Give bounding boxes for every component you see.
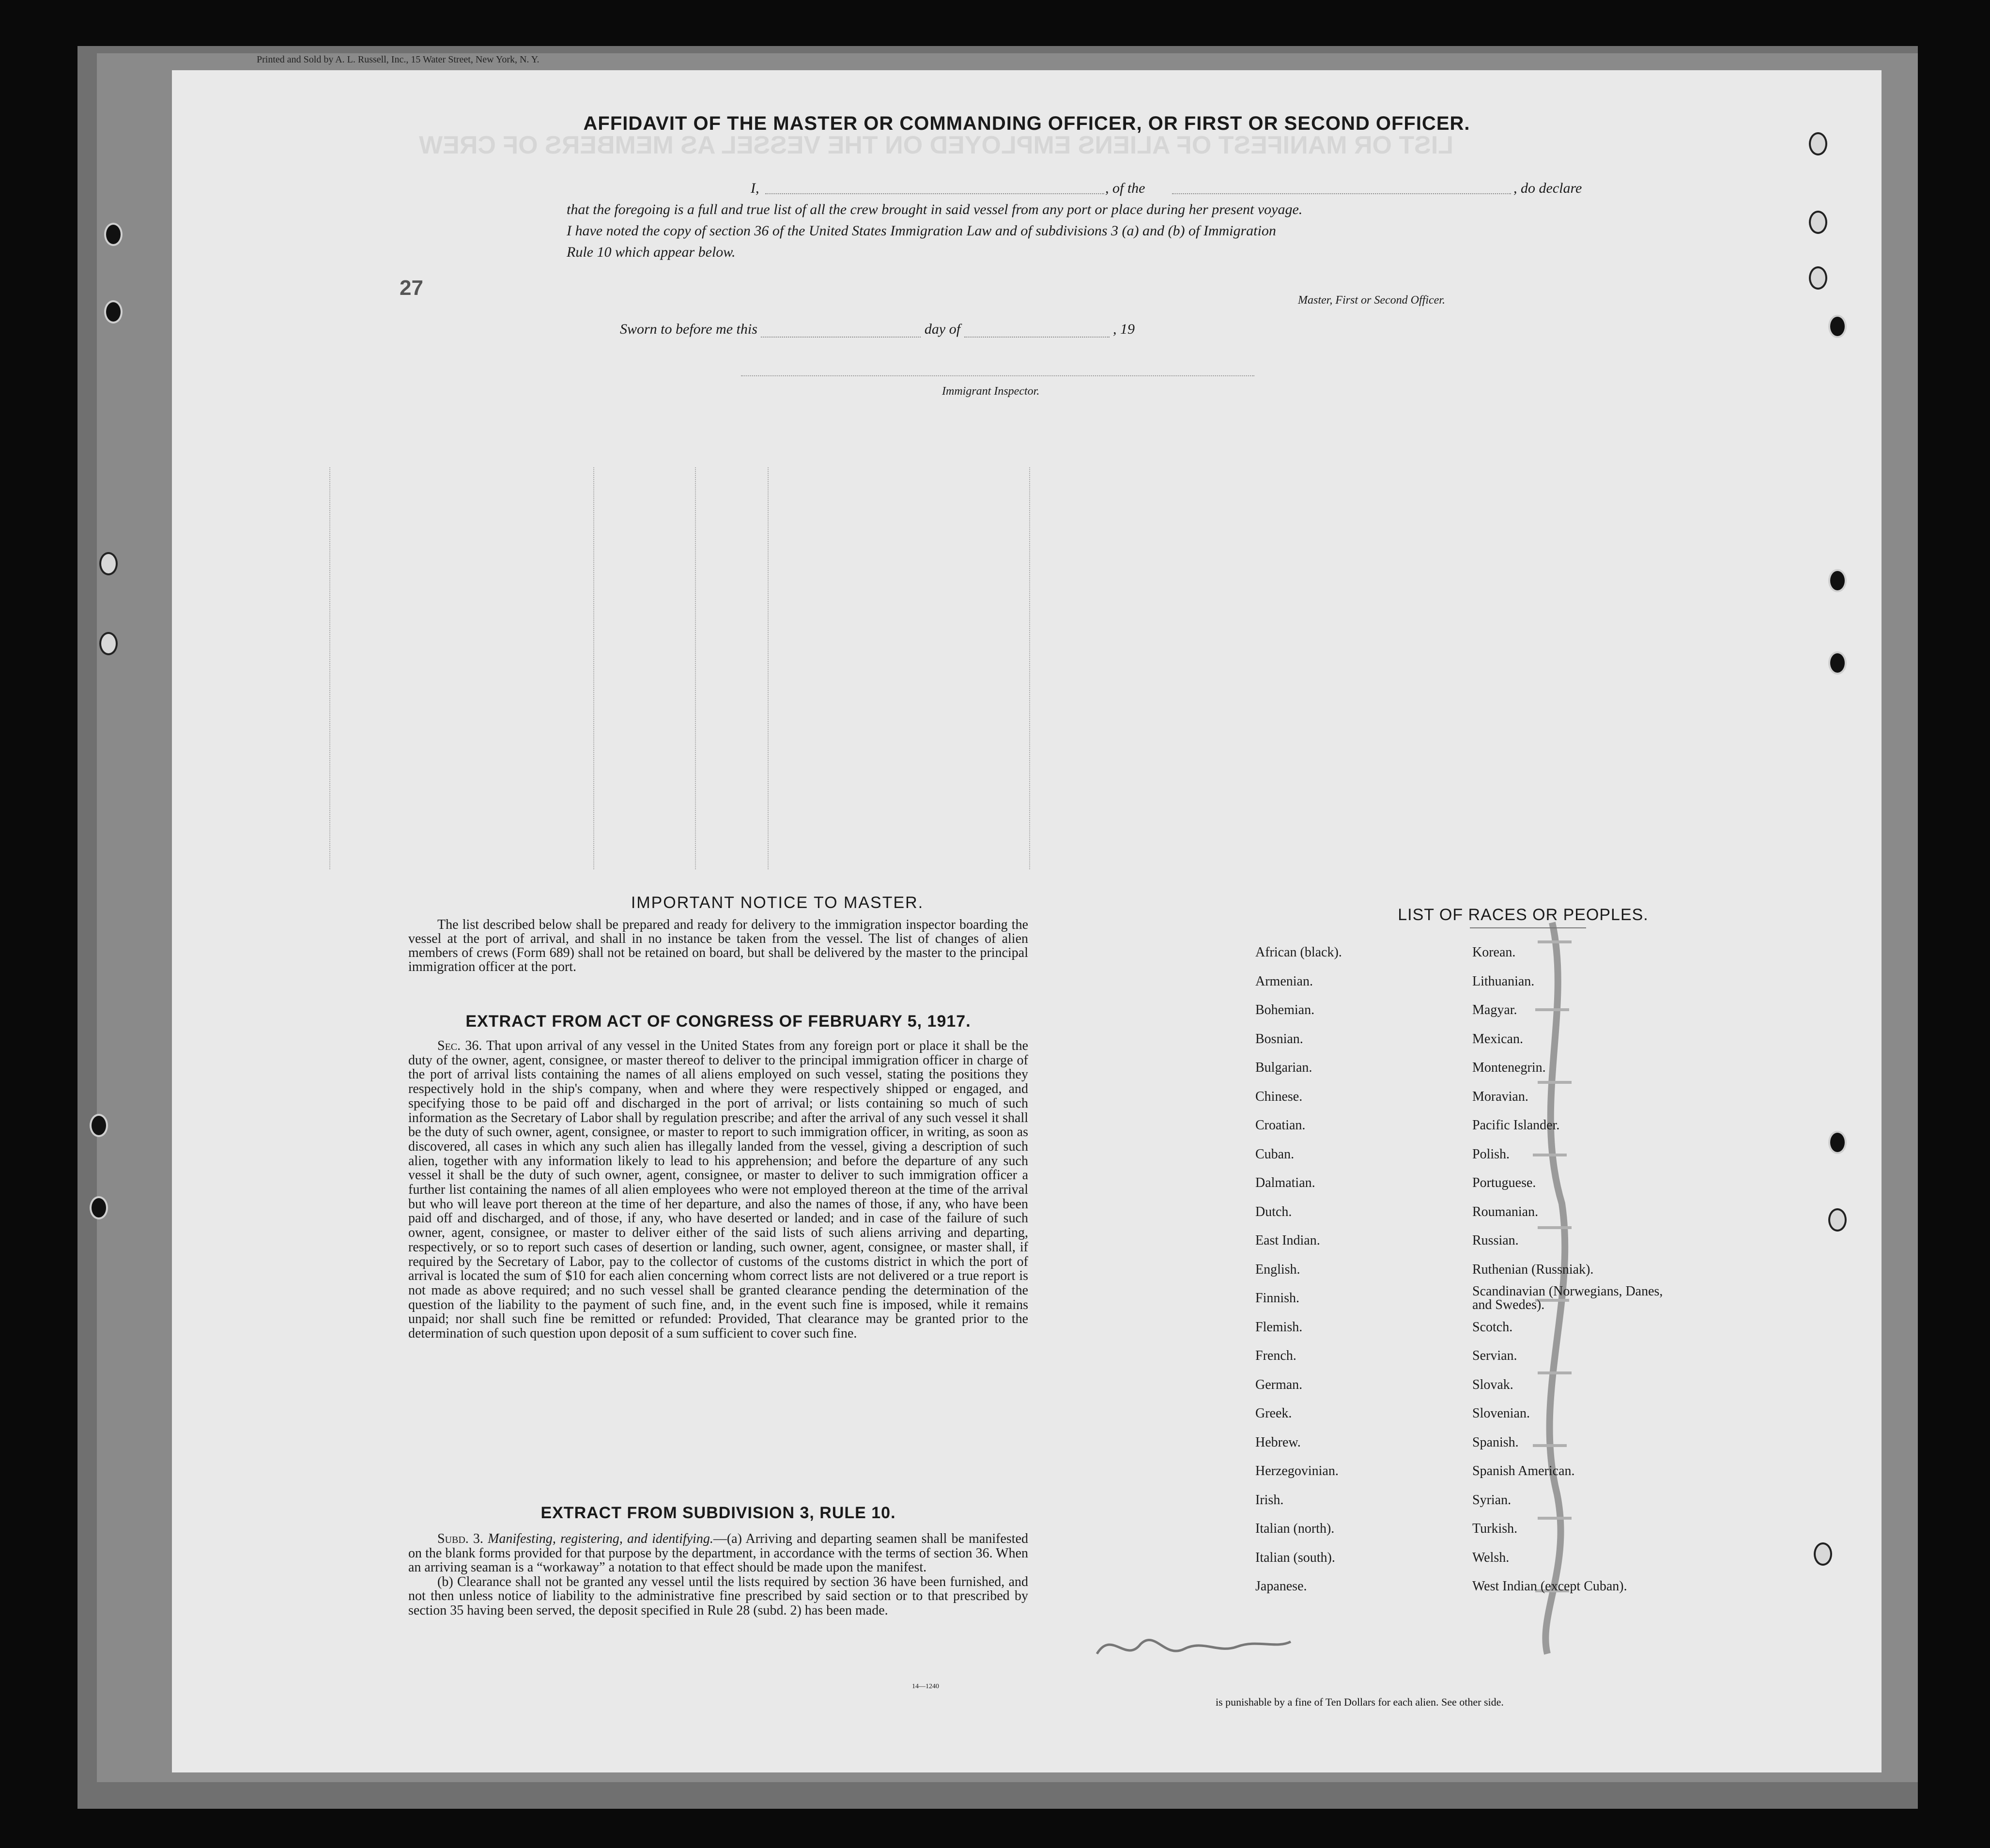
bottom-penalty-note: is punishable by a fine of Ten Dollars for each alien. See other side. — [1216, 1696, 1504, 1708]
binding-hole — [99, 552, 118, 575]
column-rule — [593, 467, 594, 869]
rule-extract-title: EXTRACT FROM SUBDIVISION 3, RULE 10. — [540, 1504, 896, 1522]
sworn-month-blank — [964, 327, 1110, 338]
subdivision-label: Subd. 3. — [437, 1531, 483, 1546]
declaration-line-2: that the foregoing is a full and true list of all the crew brought in said vessel from any port or place during her present voyage. — [567, 201, 1303, 217]
declaration-line-1 — [567, 178, 1671, 199]
inspector-label: Immigrant Inspector. — [942, 385, 1040, 398]
declaration-i: I, — [751, 180, 759, 196]
section-36-text — [408, 1039, 1028, 1341]
subdivision-3-text — [408, 1532, 1028, 1617]
race-item: Bulgarian. — [1255, 1060, 1312, 1075]
race-item: Cuban. — [1255, 1146, 1295, 1162]
binding-hole — [1809, 266, 1827, 290]
race-item: Dalmatian. — [1255, 1175, 1315, 1190]
race-item: Polish. — [1472, 1146, 1510, 1162]
race-item: Welsh. — [1472, 1550, 1510, 1565]
race-item: Russian. — [1472, 1233, 1519, 1248]
race-item: Moravian. — [1472, 1089, 1528, 1104]
inspector-signature-line — [741, 375, 1254, 376]
race-item: Lithuanian. — [1472, 973, 1535, 989]
race-item: French. — [1255, 1348, 1296, 1363]
binding-hole — [1828, 315, 1847, 338]
declaration-block — [567, 178, 1671, 263]
race-item: English. — [1255, 1262, 1300, 1277]
races-title: LIST OF RACES OR PEOPLES. — [1398, 906, 1649, 924]
race-item: Servian. — [1472, 1348, 1517, 1363]
subdivision-heading: Manifesting, registering, and identifying. — [488, 1531, 713, 1546]
sworn-text: Sworn to before me this — [620, 321, 757, 337]
race-item: Turkish. — [1472, 1521, 1518, 1536]
race-item: Chinese. — [1255, 1089, 1303, 1104]
race-item: Spanish American. — [1472, 1463, 1575, 1478]
race-item: East Indian. — [1255, 1233, 1320, 1248]
subdivision-paragraph-a — [408, 1532, 1028, 1575]
declaration-of: , of the — [1105, 180, 1145, 196]
binding-hole — [1828, 569, 1847, 592]
race-item: Bohemian. — [1255, 1002, 1315, 1017]
race-item: Portuguese. — [1472, 1175, 1536, 1190]
binding-hole — [99, 632, 118, 655]
section-label: Sec. 36. — [437, 1038, 482, 1053]
binding-hole — [1814, 1542, 1832, 1566]
race-item: Irish. — [1255, 1492, 1284, 1508]
binding-hole — [1828, 651, 1847, 675]
binding-hole — [1828, 1208, 1847, 1232]
column-rule — [768, 467, 769, 869]
race-item: Hebrew. — [1255, 1434, 1301, 1450]
race-item: Greek. — [1255, 1406, 1292, 1421]
race-item: Scandinavian (Norwegians, Danes, and Swedes). — [1472, 1284, 1663, 1312]
vessel-blank — [1172, 178, 1511, 194]
races-left-column — [1255, 938, 1342, 1601]
declaration-line-3: I have noted the copy of section 36 of the United States Immigration Law and of subdivisions 3 (a) and (b) of Immigration — [567, 223, 1276, 239]
binding-hole — [1828, 1131, 1847, 1154]
section-body: That upon arrival of any vessel in the United States from any foreign port or place it shall be the duty of the owner, agent, consignee, or master thereof to deliver to the principal immigration officer in charge of the port of arrival lists containing the names of all aliens employed on such vessel, stating the positions they respectively hold in the ship's company, when and where they were respectively shipped or engaged, and specifying those to be paid off and discharged in the port of arrival; or lists containing so much of such information as the Secretary of Labor shall by regulation prescribe; and after the arrival of any such vessel it shall be the duty of such owner, agent, consignee, or master to report to such immigration officer, in writing, as soon as discovered, all cases in which any such alien has illegally landed from the vessel, giving a description of such alien, together with any information likely to lead to his apprehension; and before the departure of any such vessel it shall be the duty of such owner, agent, consignee, or master to deliver to such immigration officer a further list containing the names of all alien employees who were not employed thereon at the time of the arrival but who will leave port thereon at the time of her departure, and also the names of those, if any, who have been paid off and discharged, and of those, if any, who have deserted or landed; and in case of the failure of such owner, agent, consignee, or master to deliver either of the said lists of such aliens arriving and departing, respectively, or so to report such cases of desertion or landing, such owner, agent, consignee, or master shall, if required by the Secretary of Labor, pay to the collector of customs of the customs district in which the port of arrival is located the sum of $10 for each alien concerning whom correct lists are not delivered or a true report is not made as above required; and no such vessel shall be granted clearance pending the determination of the question of the liability to the payment of such fine, and, in the event such fine is imposed, while it remains unpaid; nor shall such fine be remitted or refunded: Provided, That clearance may be granted prior to the determination of such question upon deposit of a sum sufficient to cover such fine. — [408, 1038, 1028, 1341]
page-number: 27 — [400, 276, 423, 300]
act-extract-title: EXTRACT FROM ACT OF CONGRESS OF FEBRUARY 5, 1917. — [465, 1012, 971, 1031]
binding-hole — [104, 300, 123, 323]
race-item: African (black). — [1255, 945, 1342, 960]
printer-imprint: Printed and Sold by A. L. Russell, Inc., 15 Water Street, New York, N. Y. — [257, 54, 540, 65]
race-item: Montenegrin. — [1472, 1060, 1546, 1075]
races-right-column — [1472, 938, 1676, 1601]
subdivision-paragraph-b: (b) Clearance shall not be granted any vessel until the lists required by section 36 have been furnished, and not then unless notice of liability to the administrative fine prescribed by said section or to that prescribed by section 35 having been served, the deposit specified in Rule 28 (subd. 2) has been made. — [408, 1574, 1028, 1618]
sworn-line — [620, 321, 1135, 338]
binding-hole — [1809, 211, 1827, 234]
race-item: Italian (north). — [1255, 1521, 1335, 1536]
race-item: Magyar. — [1472, 1002, 1517, 1017]
sworn-day-of: day of — [924, 321, 961, 337]
declaration-end: , do declare — [1513, 180, 1582, 196]
races-title-rule — [1470, 927, 1586, 928]
race-item: Slovenian. — [1472, 1406, 1530, 1421]
race-item: Japanese. — [1255, 1579, 1307, 1594]
binding-hole — [1809, 132, 1827, 155]
sworn-day-blank — [761, 327, 921, 338]
binding-hole — [90, 1114, 108, 1137]
form-number: 14—1240 — [912, 1683, 939, 1690]
column-rule — [695, 467, 696, 869]
race-item: Pacific Islander. — [1472, 1118, 1560, 1133]
sworn-year: , 19 — [1113, 321, 1135, 337]
race-item: Ruthenian (Russniak). — [1472, 1262, 1594, 1277]
race-item: Spanish. — [1472, 1434, 1519, 1450]
race-item: German. — [1255, 1377, 1303, 1392]
bleed-through-heading: LIST OR MANIFEST OF ALIENS EMPLOYED ON THE VESSEL AS MEMBERS OF CREW — [419, 131, 1453, 159]
master-signature-label: Master, First or Second Officer. — [1298, 294, 1445, 307]
race-item: Syrian. — [1472, 1492, 1512, 1508]
column-rule — [329, 467, 330, 869]
race-item: Flemish. — [1255, 1319, 1303, 1335]
affidavit-title: AFFIDAVIT OF THE MASTER OR COMMANDING OFFICER, OR FIRST OR SECOND OFFICER. — [583, 113, 1470, 134]
race-item: Croatian. — [1255, 1118, 1306, 1133]
race-item: Herzegovinian. — [1255, 1463, 1339, 1478]
race-item: Roumanian. — [1472, 1204, 1539, 1219]
race-item: Finnish. — [1255, 1291, 1300, 1306]
column-rule — [1029, 467, 1030, 869]
race-item: Armenian. — [1255, 973, 1313, 989]
race-item: Slovak. — [1472, 1377, 1513, 1392]
manifest-sheet — [172, 70, 1882, 1772]
race-item: Dutch. — [1255, 1204, 1292, 1219]
binding-hole — [90, 1196, 108, 1219]
notice-title: IMPORTANT NOTICE TO MASTER. — [631, 893, 924, 912]
race-item: Korean. — [1472, 945, 1516, 960]
binding-hole — [104, 223, 123, 246]
race-item: Scotch. — [1472, 1319, 1513, 1335]
race-item: Italian (south). — [1255, 1550, 1335, 1565]
race-item: West Indian (except Cuban). — [1472, 1579, 1627, 1594]
handwritten-signature — [1092, 1620, 1296, 1673]
race-item: Mexican. — [1472, 1031, 1523, 1047]
name-blank — [765, 178, 1104, 194]
subdivision-a-body: —(a) Arriving and departing seamen shall be manifested on the blank forms provided for that purpose by the department, in accordance with the terms of section 36. When an arriving seaman is a “workaway” a notation to that effect should be made upon the manifest. — [408, 1531, 1028, 1575]
notice-body: The list described below shall be prepared and ready for delivery to the immigration inspector boarding the vessel at the port of arrival, and shall in no instance be taken from the vessel. The list of changes of alien members of crews (Form 689) shall not be retained on board, but shall be delivered by the master to the principal immigration officer at the port. — [408, 917, 1028, 974]
declaration-line-4: Rule 10 which appear below. — [567, 244, 736, 260]
race-item: Bosnian. — [1255, 1031, 1303, 1047]
